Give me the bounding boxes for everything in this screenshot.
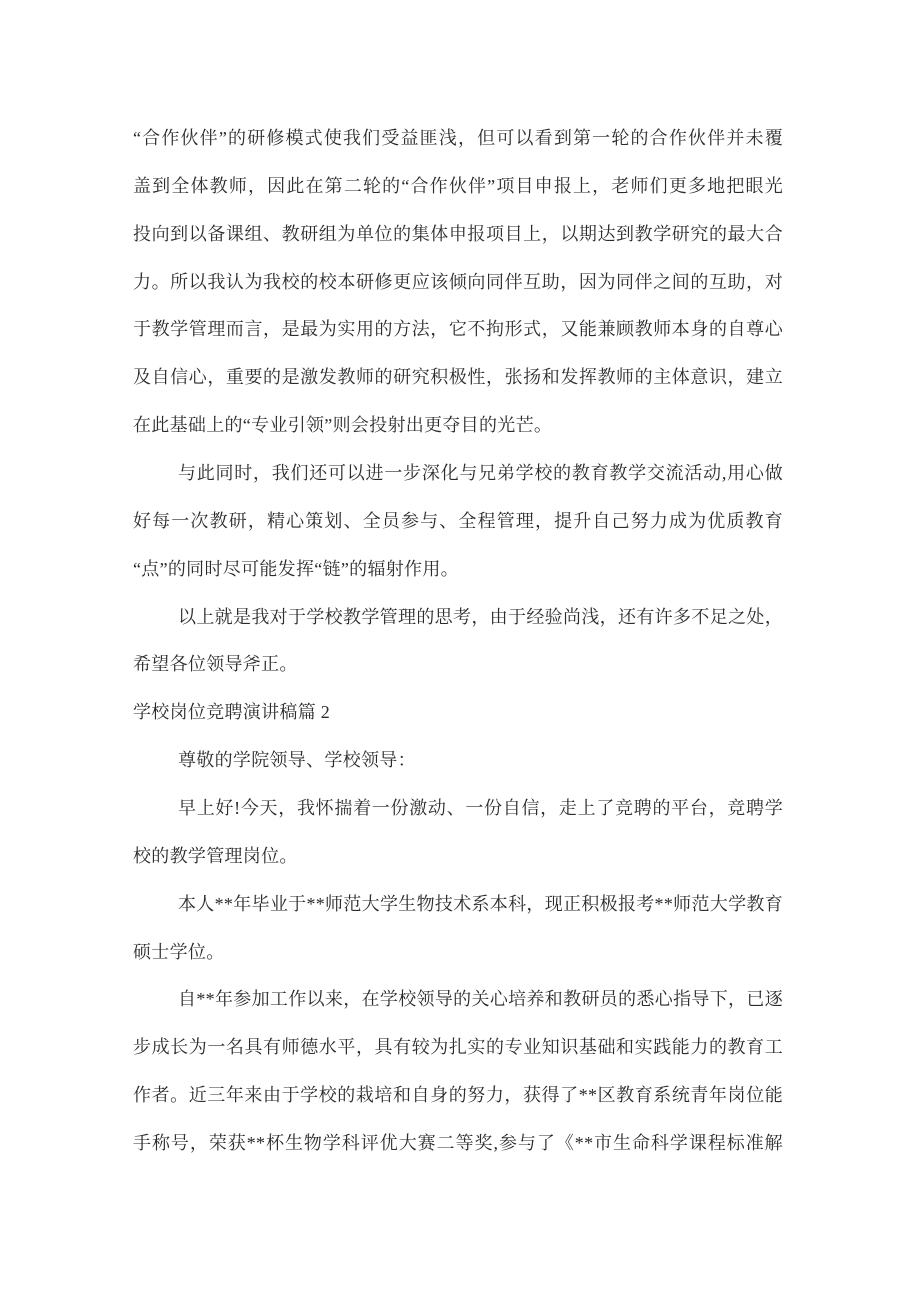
text-line: 手称号，荣获**杯生物学科评优大赛二等奖,参与了《**市生命科学课程标准解: [133, 1133, 783, 1154]
text-line: 投向到以备课组、教研组为单位的集体申报项目上，以期达到教学研究的最大合: [133, 223, 783, 244]
text-line: 与此同时，我们还可以进一步深化与兄弟学校的教育教学交流活动,用心做: [178, 463, 783, 484]
text-line: 自**年参加工作以来，在学校领导的关心培养和教研员的悉心指导下，已逐: [178, 989, 783, 1010]
text-line: 作者。近三年来由于学校的栽培和自身的努力，获得了**区教育系统青年岗位能: [133, 1085, 783, 1106]
text-line: 校的教学管理岗位。: [133, 845, 298, 866]
text-line: 盖到全体教师，因此在第二轮的“合作伙伴”项目申报上，老师们更多地把眼光: [133, 175, 783, 196]
paragraph: [133, 450, 783, 594]
text-line: 步成长为一名具有师德水平，具有较为扎实的专业知识基础和实践能力的教育工: [133, 1037, 783, 1058]
text-line: “合作伙伴”的研修模式使我们受益匪浅，但可以看到第一轮的合作伙伴并未覆: [133, 128, 783, 148]
paragraph: [133, 976, 783, 1167]
paragraph: [133, 881, 783, 977]
paragraph: [133, 785, 783, 881]
text-line: 尊敬的学院领导、学校领导：: [178, 750, 416, 771]
text-line: 学校岗位竞聘演讲稿篇 2: [133, 702, 331, 723]
paragraph: [133, 115, 783, 450]
text-line: 以上就是我对于学校教学管理的思考，由于经验尚浅，还有许多不足之处，: [178, 606, 783, 627]
section-heading: [133, 689, 783, 737]
paragraph: [133, 594, 783, 690]
text-line: 好每一次教研，精心策划、全员参与、全程管理，提升自己努力成为优质教育: [133, 510, 783, 531]
text-line: 早上好!今天，我怀揣着一份激动、一份自信，走上了竞聘的平台，竞聘学: [178, 798, 783, 819]
text-line: 希望各位领导斧正。: [133, 654, 298, 675]
text-line: 本人**年毕业于**师范大学生物技术系本科，现正积极报考**师范大学教育: [178, 893, 783, 914]
document-body: [133, 115, 783, 1168]
paragraph: [133, 737, 783, 785]
text-line: 硕士学位。: [133, 941, 225, 962]
text-line: 于教学管理而言，是最为实用的方法，它不拘形式，又能兼顾教师本身的自尊心: [133, 319, 783, 340]
text-line: 力。所以我认为我校的校本研修更应该倾向同伴互助，因为同伴之间的互助，对: [133, 271, 783, 292]
text-line: “点”的同时尽可能发挥“链”的辐射作用。: [133, 558, 459, 579]
text-line: 在此基础上的“专业引领”则会投射出更夺目的光芒。: [133, 415, 553, 436]
text-line: 及自信心，重要的是激发教师的研究积极性，张扬和发挥教师的主体意识，建立: [133, 367, 783, 388]
